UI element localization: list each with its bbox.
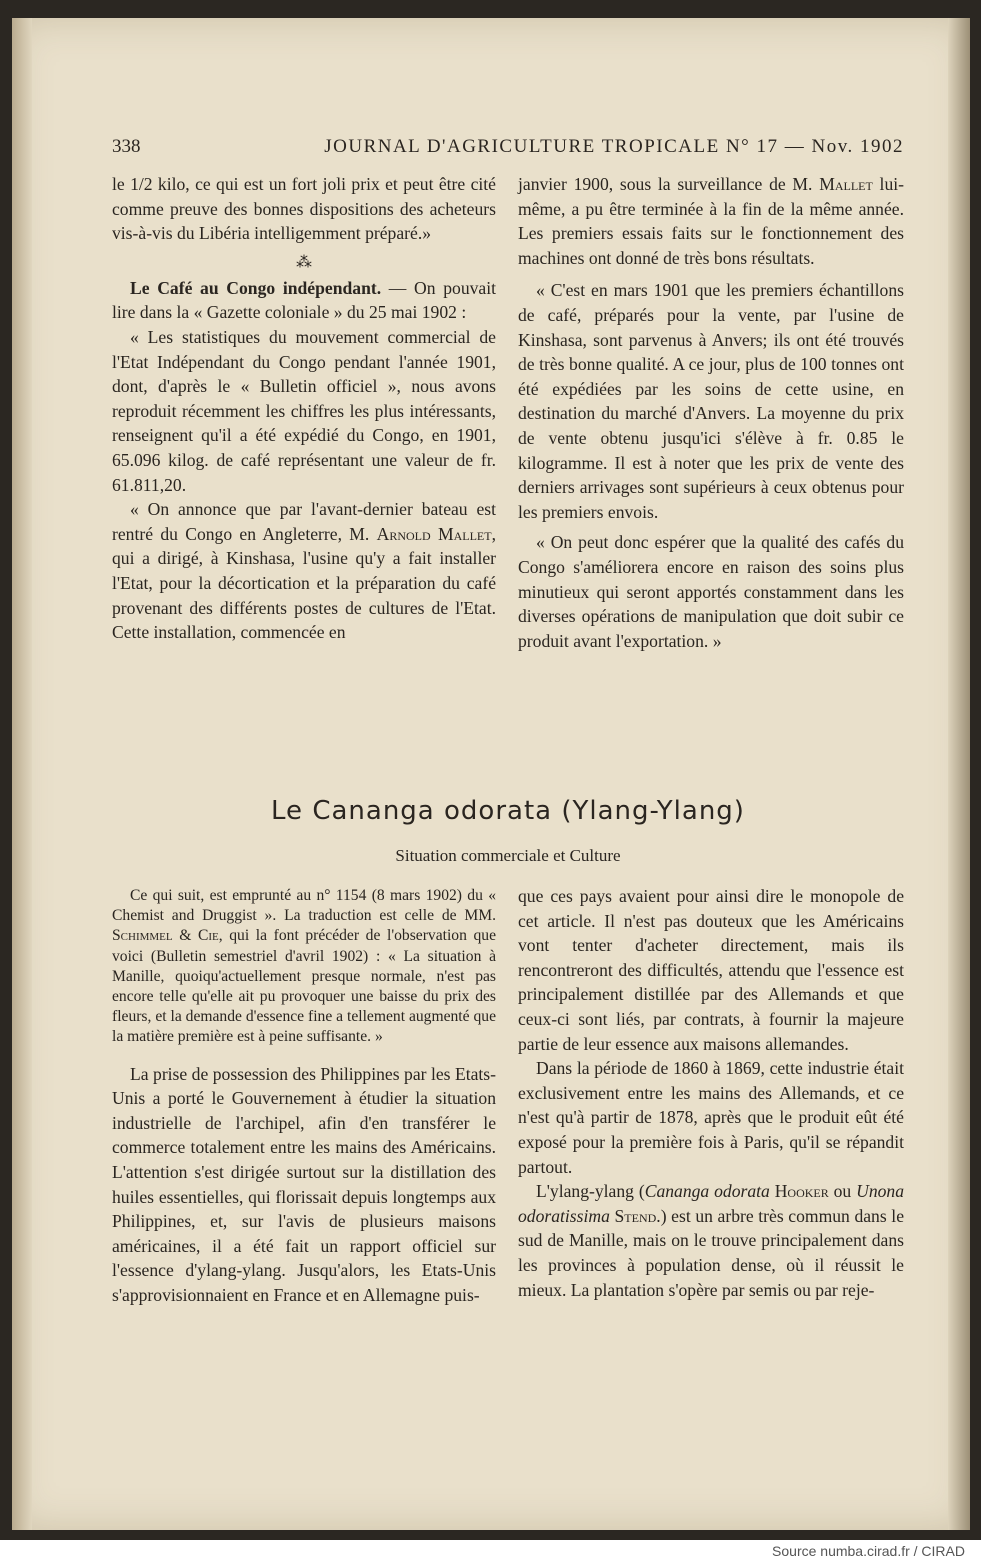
paragraph: Dans la période de 1860 à 1869, cette industrie était exclusivement entre les mains des Allemands, et ce n'est qu'à partir de 1878, après que le produit eût été exposé pour la première fois à Paris, qu'il se répandit partout. [518, 1058, 904, 1177]
journal-title: JOURNAL D'AGRICULTURE TROPICALE N° 17 — Nov. 1902 [324, 136, 904, 157]
paragraph: La prise de possession des Philippines par les Etats-Unis a porté le Gouvernement à étudier la situation industrielle de l'archipel, afin d'en transférer le commerce totalement entre les mains des Américains. L'attention s'est dirigée surtout sur la distillation des huiles essentielles, qui florissait depuis longtemps aux Philippines, et, sur l'avis de plusieurs maisons américaines, il a été fait un rapport officiel sur l'essence d'ylang-ylang. Jusqu'alors, les Etats-Unis s'approvisionnaient en France et en Allemagne puis- [112, 1063, 496, 1305]
article-title: Le Cananga odorata (Ylang-Ylang) [271, 796, 745, 826]
left-column-top [112, 172, 496, 645]
page-binding-edge [12, 18, 32, 1530]
paragraph: « C'est en mars 1901 que les premiers échantillons de café, préparés pour la vente, par l'usine de Kinshasa, sont parvenus à Anvers; ils ont été trouvés de très bonne qualité. A ce jour, plus de 100 tonnes ont été expédiées par les soins de cette usine, en destination du marché d'Anvers. La moyenne du prix de vente obtenu jusqu'ici s'élève à fr. 0.85 le kilogramme. Il est à noter que les prix de vente des derniers arrivages sont supérieurs à ceux obtenus pour les premiers envois. [518, 280, 904, 522]
author-name: Hooker [769, 1181, 829, 1202]
person-name: Arnold Mallet [376, 523, 492, 544]
intro-note: Ce qui suit, est emprunté au n° 1154 (8 mars 1902) du « Chemist and Druggist ». La traduction est celle de MM. Schimmel & Cie, qui la font précéder de l'observation que voici (Bulletin semestriel d'avril 1902) : « La situation à Manille, quoiqu'actuellement presque normale, n'est pas encore telle qu'elle ait pu provoquer une baisse du prix des fleurs, et la demande d'essence fine a tellement augmenté que la matière première est à peine suffisante. » [112, 887, 496, 1046]
running-header [112, 136, 904, 162]
paragraph: janvier 1900, sous la surveillance de M. Mallet lui-même, a pu être terminée à la fin de la même année. Les premiers essais faits sur le fonctionnement des machines ont donné de très bons résultats. [518, 174, 904, 268]
left-column-bottom [112, 886, 496, 1308]
page-fore-edge [948, 18, 970, 1530]
author-name: Stend. [609, 1205, 661, 1226]
paragraph: le 1/2 kilo, ce qui est un fort joli prix et peut être cité comme preuve des bonnes dispositions des acheteurs vis-à-vis du Libéria intelligemment préparé.» [112, 174, 496, 244]
article-subtitle: Situation commerciale et Culture [395, 846, 621, 865]
section-separator: ⁂ [296, 253, 312, 271]
right-column-bottom [518, 884, 904, 1302]
paragraph: « On peut donc espérer que la qualité des cafés du Congo s'améliorera encore en raison des soins plus minutieux qui seront apportés constamment dans les diverses opérations de manipulation que doit subir ce produit avant l'exportation. » [518, 532, 904, 651]
paragraph: « Les statistiques du mouvement commercial de l'Etat Indépendant du Congo pendant l'année 1901, dont, d'après le « Bulletin officiel », nous avons reproduit récemment les chiffres les plus intéressants, renseignent qu'il a été expédié du Congo, en 1901, 65.096 kilog. de café représentant une valeur de fr. 61.811,20. [112, 326, 496, 495]
person-name: Schimmel & Cie [112, 927, 219, 945]
paragraph: L'ylang-ylang (Cananga odorata Hooker ou Unona odoratissima Stend.) est un arbre très commun dans le sud de Manille, mais on le trouve principalement dans les provinces à population dense, où il réussit le mieux. La plantation s'opère par semis ou par reje- [518, 1181, 905, 1300]
section-heading: Le Café au Congo indépendant. [130, 277, 382, 298]
source-credit: Source numba.cirad.fr / CIRAD [772, 1543, 965, 1559]
species-name: Unona odoratissima [518, 1181, 905, 1226]
page-number: 338 [112, 136, 141, 157]
paragraph: que ces pays avaient pour ainsi dire le monopole de cet article. Il n'est pas douteux que les Américains vont tenter d'acheter directement, mais ils rencontreront des difficultés, attendu que l'essence est principalement distillée par des Allemands et que ceux-ci sont liés, par contrats, à fournir la majeure partie de leur essence aux maisons allemandes. [518, 886, 904, 1054]
species-name: Cananga odorata [644, 1181, 770, 1202]
right-column-top [518, 172, 904, 653]
person-name: Mallet [819, 174, 873, 194]
paragraph: « On annonce que par l'avant-dernier bateau est rentré du Congo en Angleterre, M. Arnold Mallet, qui a dirigé, à Kinshasa, l'usine qu'y a fait installer l'Etat, pour la décortication et la préparation du café provenant des différents postes de cultures de l'Etat. Cette installation, commencée en [112, 499, 496, 643]
paragraph: Le Café au Congo indépendant. — On pouvait lire dans la « Gazette coloniale » du 25 mai 1902 : [112, 277, 496, 323]
